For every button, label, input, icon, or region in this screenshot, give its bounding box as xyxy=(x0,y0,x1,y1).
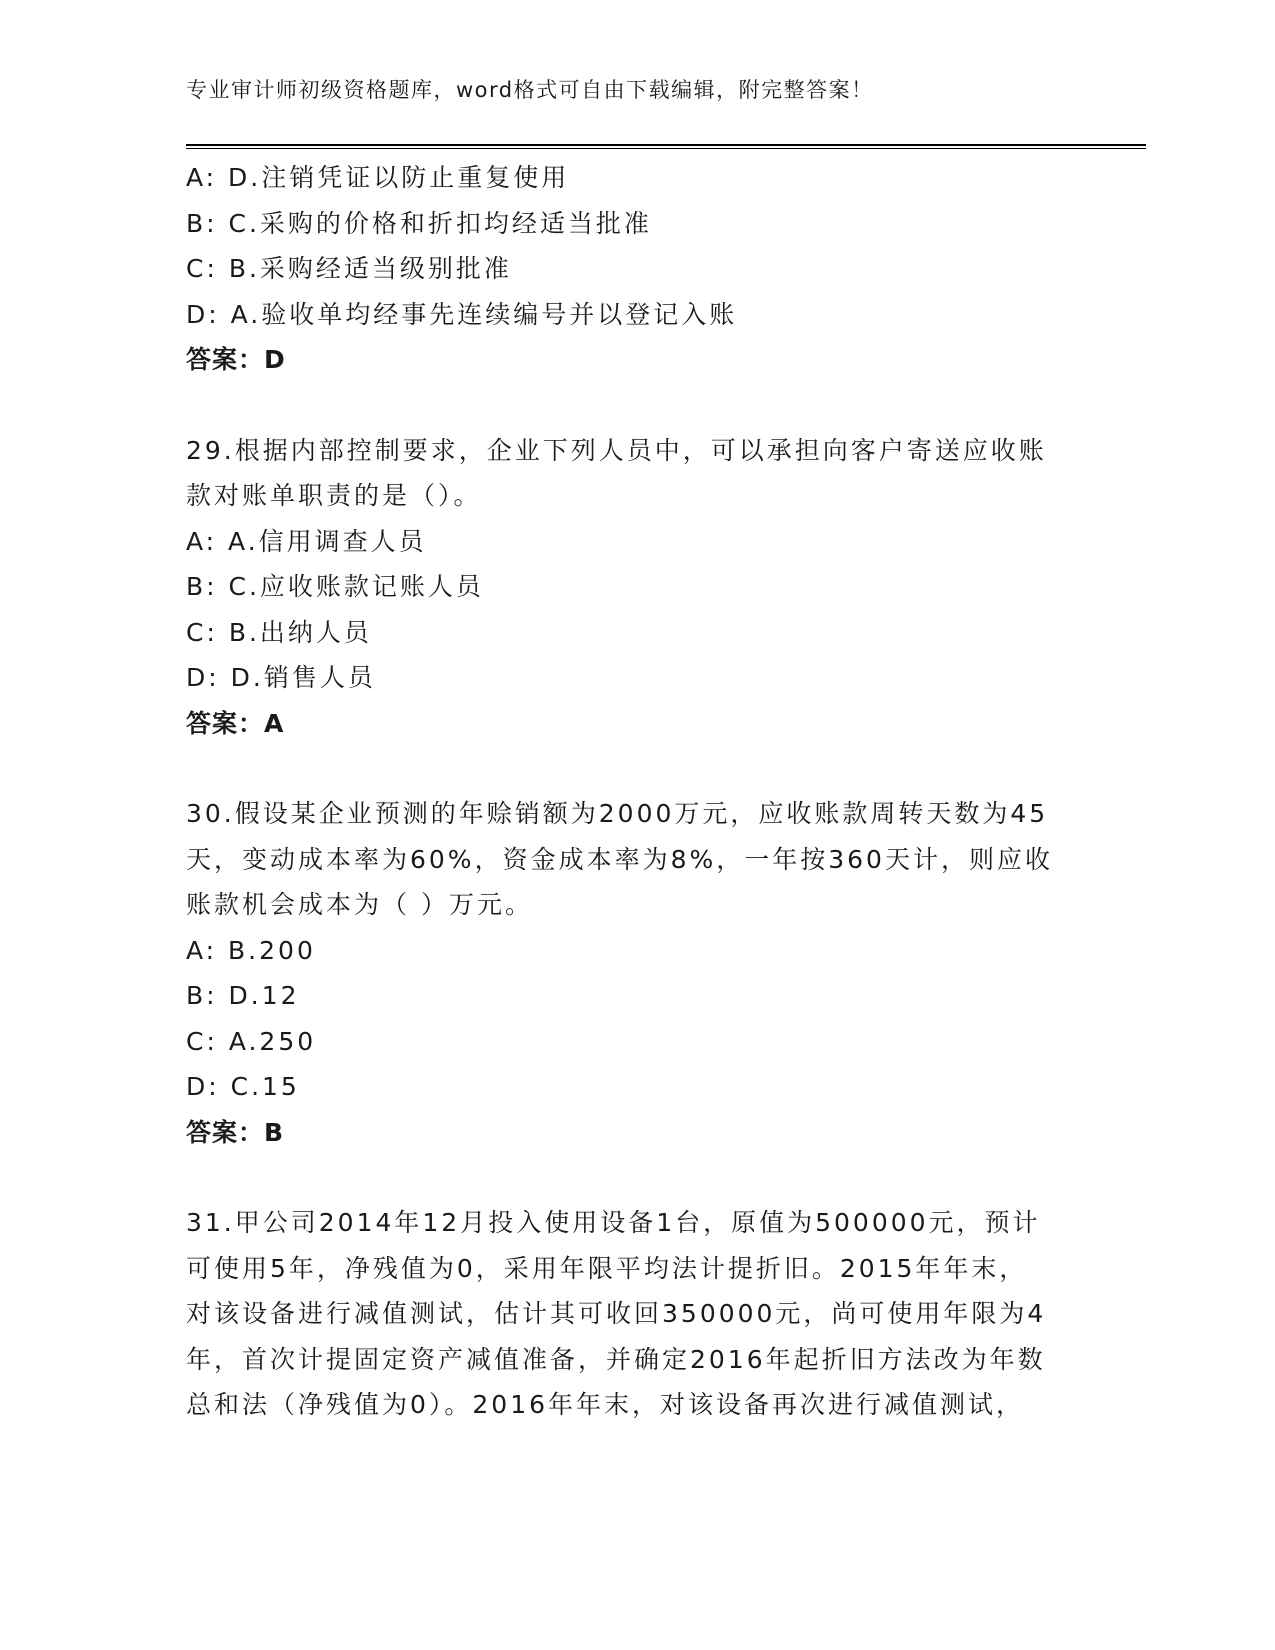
option-c: C: B.出纳人员 xyxy=(186,617,372,647)
option-b: B: C.应收账款记账人员 xyxy=(186,572,484,601)
option-b: B: C.采购的价格和折扣均经适当批准 xyxy=(186,208,652,238)
block-gap xyxy=(186,383,1076,428)
question-text: 账款机会成本为（ ）万元。 xyxy=(186,890,533,919)
answer: 答案：D xyxy=(186,345,286,374)
document-body xyxy=(186,155,1076,1428)
header-rule xyxy=(186,144,1146,149)
question-text: 年，首次计提固定资产减值准备，并确定2016年起折旧方法改为年数 xyxy=(186,1344,1046,1374)
question-block-29 xyxy=(186,428,1076,747)
question-text: 款对账单职责的是（）。 xyxy=(186,481,482,510)
question-text: 对该设备进行减值测试，估计其可收回350000元，尚可使用年限为4 xyxy=(186,1299,1047,1328)
option-a: A: D.注销凭证以防止重复使用 xyxy=(186,163,570,192)
answer: 答案：A xyxy=(186,708,285,738)
option-a: A: B.200 xyxy=(186,935,316,965)
block-gap xyxy=(186,1155,1076,1200)
question-text: 30.假设某企业预测的年赊销额为2000万元，应收账款周转天数为45 xyxy=(186,799,1049,828)
question-block-28 xyxy=(186,155,1076,383)
option-d: D: A.验收单均经事先连续编号并以登记入账 xyxy=(186,299,738,329)
option-a: A: A.信用调查人员 xyxy=(186,526,427,556)
option-b: B: D.12 xyxy=(186,981,300,1010)
option-d: D: C.15 xyxy=(186,1072,300,1101)
question-text: 31.甲公司2014年12月投入使用设备1台，原值为500000元，预计 xyxy=(186,1208,1041,1237)
option-d: D: D.销售人员 xyxy=(186,663,376,692)
question-text: 天，变动成本率为60%，资金成本率为8%，一年按360天计，则应收 xyxy=(186,844,1053,874)
option-c: C: B.采购经适当级别批准 xyxy=(186,254,512,283)
question-text: 总和法（净残值为0）。2016年年末，对该设备再次进行减值测试， xyxy=(186,1390,1025,1419)
question-block-30 xyxy=(186,791,1076,1155)
block-gap xyxy=(186,746,1076,791)
question-text: 可使用5年，净残值为0，采用年限平均法计提折旧。2015年年末， xyxy=(186,1253,1028,1283)
question-block-31 xyxy=(186,1200,1076,1428)
answer: 答案：B xyxy=(186,1117,285,1147)
question-text: 29.根据内部控制要求，企业下列人员中，可以承担向客户寄送应收账 xyxy=(186,435,1047,465)
option-c: C: A.250 xyxy=(186,1026,317,1056)
page-header: 专业审计师初级资格题库，word格式可自由下载编辑，附完整答案！ xyxy=(186,78,874,102)
